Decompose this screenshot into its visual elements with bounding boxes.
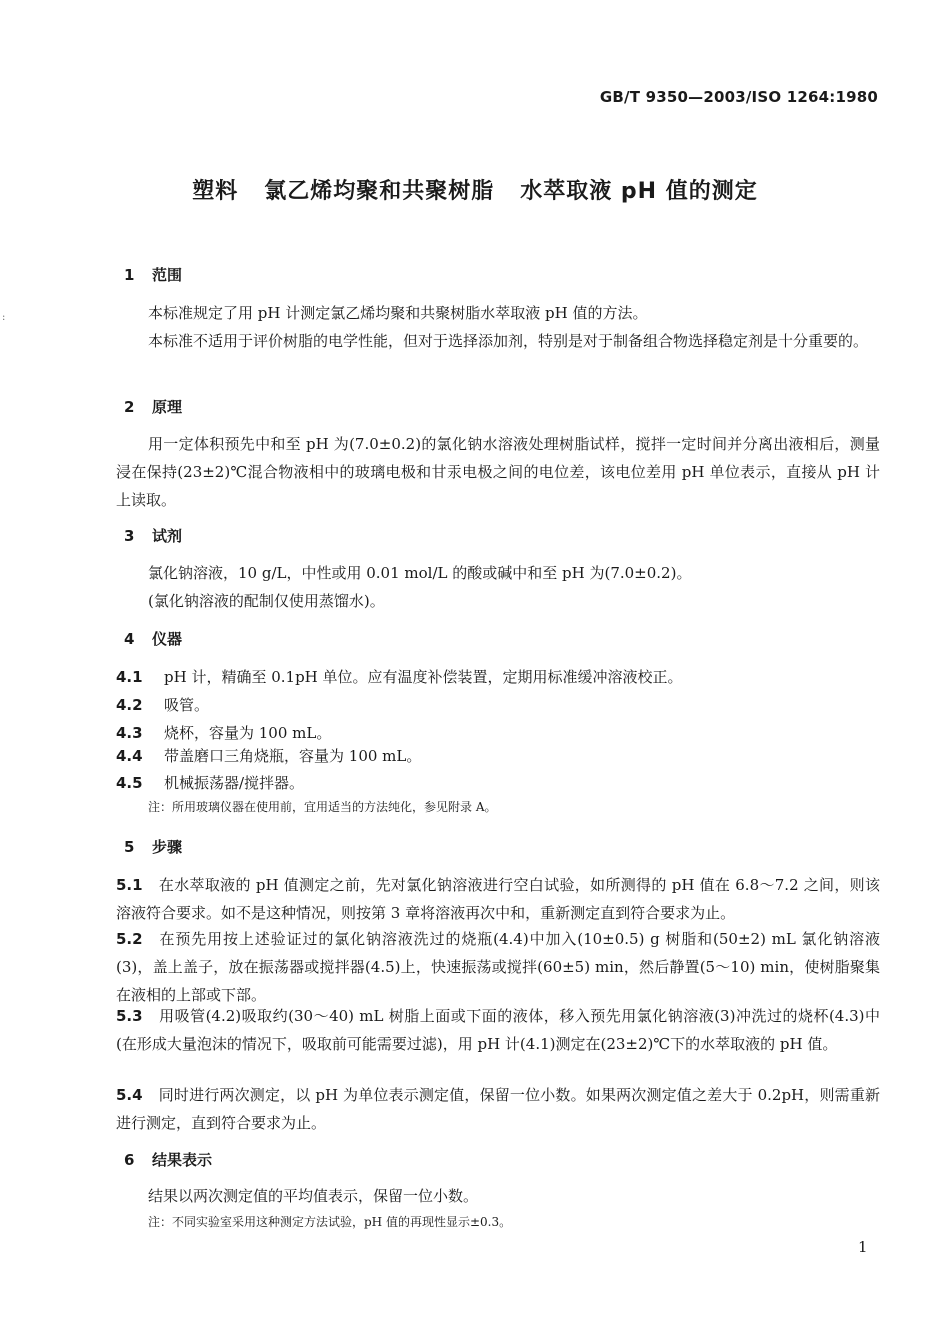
scan-margin-mark: : bbox=[2, 312, 6, 323]
apparatus-item bbox=[116, 666, 683, 687]
section-1-heading bbox=[124, 264, 182, 285]
item-number: 4.4 bbox=[116, 747, 143, 765]
procedure-step bbox=[116, 1081, 880, 1137]
section-title: 结果表示 bbox=[152, 1151, 213, 1169]
item-number: 4.1 bbox=[116, 668, 143, 686]
step-number: 5.2 bbox=[116, 930, 143, 948]
section-1-para-2: 本标准不适用于评价树脂的电学性能，但对于选择添加剂，特别是对于制备组合物选择稳定剂是十分重要的。 bbox=[148, 332, 869, 350]
section-6-para-1: 结果以两次测定值的平均值表示，保留一位小数。 bbox=[148, 1187, 479, 1205]
apparatus-item bbox=[116, 745, 421, 766]
section-5-heading bbox=[124, 836, 182, 857]
standard-code: GB/T 9350—2003/ISO 1264:1980 bbox=[599, 88, 878, 106]
section-title: 试剂 bbox=[152, 527, 183, 545]
section-3-heading bbox=[124, 525, 182, 546]
apparatus-item bbox=[116, 772, 304, 793]
apparatus-note: 注：所用玻璃仪器在使用前，宜用适当的方法纯化，参见附录 A。 bbox=[148, 800, 497, 814]
section-number: 1 bbox=[124, 266, 135, 284]
section-title: 仪器 bbox=[152, 630, 183, 648]
results-note: 注：不同实验室采用这种测定方法试验，pH 值的再现性显示±0.3。 bbox=[148, 1215, 512, 1229]
section-title: 范围 bbox=[152, 266, 183, 284]
document-title: 塑料 氯乙烯均聚和共聚树脂 水萃取液 pH 值的测定 bbox=[192, 179, 758, 204]
item-text: 烧杯，容量为 100 mL。 bbox=[164, 724, 332, 742]
section-title: 步骤 bbox=[152, 838, 183, 856]
section-number: 2 bbox=[124, 398, 135, 416]
procedure-step bbox=[116, 1002, 880, 1058]
section-number: 6 bbox=[124, 1151, 135, 1169]
step-text: 同时进行两次测定，以 pH 为单位表示测定值，保留一位小数。如果两次测定值之差大于 0.2pH，则需重新进行测定，直到符合要求为止。 bbox=[116, 1086, 880, 1132]
procedure-step bbox=[116, 925, 880, 1009]
section-3-para-1: 氯化钠溶液，10 g/L，中性或用 0.01 mol/L 的酸或碱中和至 pH 为(7.0±0.2)。 bbox=[148, 564, 692, 582]
section-number: 4 bbox=[124, 630, 135, 648]
item-text: 带盖磨口三角烧瓶，容量为 100 mL。 bbox=[164, 747, 422, 765]
step-text: 在预先用按上述验证过的氯化钠溶液洗过的烧瓶(4.4)中加入(10±0.5) g 树脂和(50±2) mL 氯化钠溶液(3)，盖上盖子，放在振荡器或搅拌器(4.5)上，快速振荡或搅拌(60±5) min，然后静置(5～10) min，使树脂聚集在液相的上部或下部。 bbox=[116, 930, 880, 1004]
step-number: 5.4 bbox=[116, 1086, 143, 1104]
step-number: 5.3 bbox=[116, 1007, 143, 1025]
section-1-para-1: 本标准规定了用 pH 计测定氯乙烯均聚和共聚树脂水萃取液 pH 值的方法。 bbox=[148, 304, 648, 322]
page-number: 1 bbox=[858, 1238, 868, 1256]
step-number: 5.1 bbox=[116, 876, 143, 894]
item-number: 4.2 bbox=[116, 696, 143, 714]
section-3-para-2: (氯化钠溶液的配制仅使用蒸馏水)。 bbox=[148, 592, 385, 610]
section-2-para-1: 用一定体积预先中和至 pH 为(7.0±0.2)的氯化钠水溶液处理树脂试样，搅拌一定时间并分离出液相后，测量浸在保持(23±2)℃混合物液相中的玻璃电极和甘汞电极之间的电位差，该电位差用 pH 单位表示，直接从 pH 计上读取。 bbox=[116, 435, 880, 509]
section-4-heading bbox=[124, 628, 182, 649]
item-number: 4.5 bbox=[116, 774, 143, 792]
item-text: pH 计，精确至 0.1pH 单位。应有温度补偿装置，定期用标准缓冲溶液校正。 bbox=[164, 668, 683, 686]
apparatus-item bbox=[116, 694, 209, 715]
apparatus-item bbox=[116, 722, 331, 743]
section-6-heading bbox=[124, 1149, 212, 1170]
procedure-step bbox=[116, 871, 880, 927]
section-2-heading bbox=[124, 396, 182, 417]
step-text: 在水萃取液的 pH 值测定之前，先对氯化钠溶液进行空白试验，如所测得的 pH 值在 6.8～7.2 之间，则该溶液符合要求。如不是这种情况，则按第 3 章将溶液再次中和，重新测定直到符合要求为止。 bbox=[116, 876, 880, 922]
step-text: 用吸管(4.2)吸取约(30～40) mL 树脂上面或下面的液体，移入预先用氯化钠溶液(3)冲洗过的烧杯(4.3)中(在形成大量泡沫的情况下，吸取前可能需要过滤)，用 pH 计(4.1)测定在(23±2)℃下的水萃取液的 pH 值。 bbox=[116, 1007, 880, 1053]
section-number: 5 bbox=[124, 838, 135, 856]
item-number: 4.3 bbox=[116, 724, 143, 742]
section-number: 3 bbox=[124, 527, 135, 545]
item-text: 机械振荡器/搅拌器。 bbox=[164, 774, 305, 792]
section-title: 原理 bbox=[152, 398, 183, 416]
item-text: 吸管。 bbox=[164, 696, 210, 714]
